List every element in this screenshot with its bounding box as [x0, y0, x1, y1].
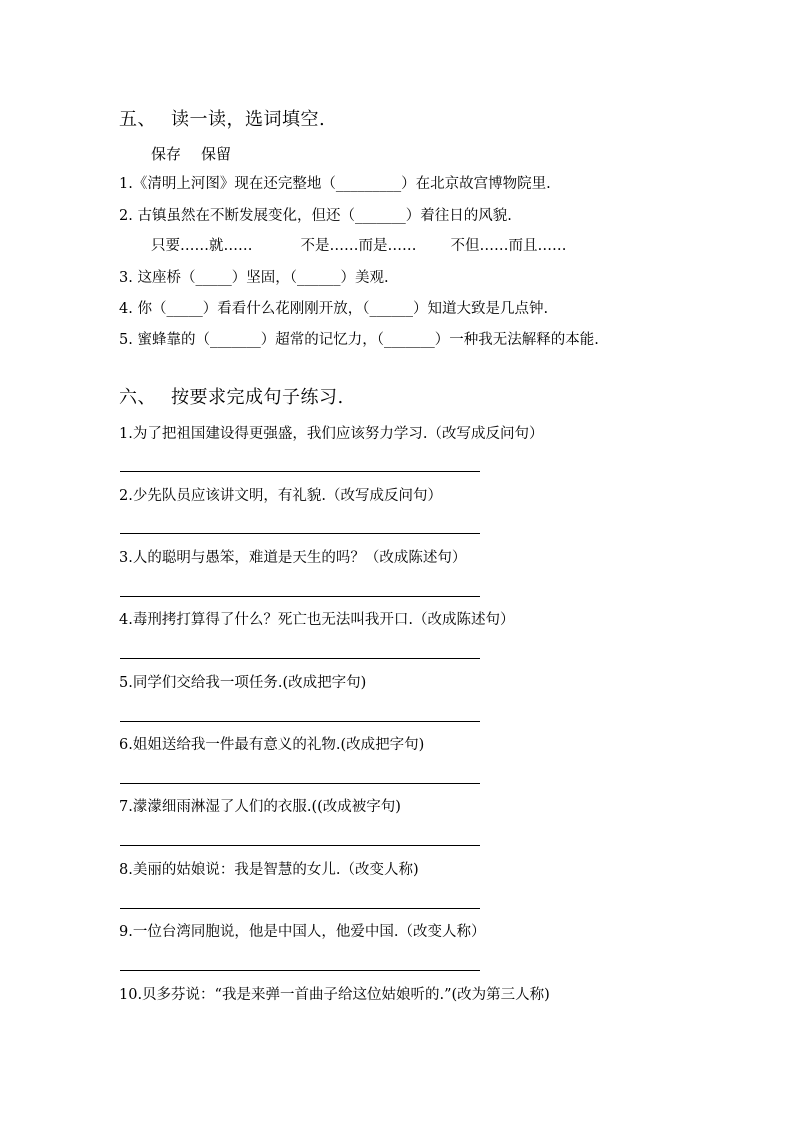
conjunction-choice: 不是……而是……: [300, 238, 417, 254]
fill-item-2: 2. 古镇虽然在不断发展变化，但还（_______）着往日的风貌.: [119, 208, 512, 224]
exercise-item-3: 3.人的聪明与愚笨，难道是天生的吗？（改成陈述句）: [119, 550, 467, 566]
fill-item-3: 3. 这座桥（_____）坚固，（______）美观.: [119, 270, 389, 286]
exercise-item-8: 8.美丽的姑娘说：我是智慧的女儿.（改变人称): [119, 862, 419, 878]
section6-number: 六、: [119, 387, 156, 408]
section6-title: 按要求完成句子练习.: [171, 387, 344, 408]
conjunction-choice: 只要……就……: [151, 238, 253, 254]
answer-line-6[interactable]: [120, 783, 480, 784]
answer-line-2[interactable]: [120, 533, 480, 534]
exercise-item-10: 10.贝多芬说：“我是来弹一首曲子给这位姑娘听的.”(改为第三人称): [119, 987, 550, 1003]
answer-line-4[interactable]: [120, 658, 480, 659]
fill-item-5: 5. 蜜蜂靠的（_______）超常的记忆力，（_______）一种我无法解释的本能.: [119, 332, 599, 348]
section5-heading: [119, 108, 325, 132]
section5-title: 读一读，选词填空.: [171, 109, 326, 130]
exercise-item-5: 5.同学们交给我一项任务.(改成把字句): [119, 675, 367, 691]
answer-line-7[interactable]: [120, 845, 480, 846]
word-choices-2: [151, 236, 567, 256]
answer-line-8[interactable]: [120, 908, 480, 909]
exercise-item-7: 7.濛濛细雨淋湿了人们的衣服.((改成被字句): [119, 799, 401, 815]
exercise-item-1: 1.为了把祖国建设得更强盛，我们应该努力学习.（改写成反问句）: [119, 426, 544, 442]
word-choices-1: [151, 144, 231, 164]
word-choice: 保留: [201, 145, 232, 163]
section6-heading: [119, 386, 344, 410]
conjunction-choice: 不但……而且……: [450, 238, 567, 254]
exercise-item-4: 4.毒刑拷打算得了什么？死亡也无法叫我开口.（改成陈述句）: [119, 612, 515, 628]
answer-line-5[interactable]: [120, 721, 480, 722]
exercise-item-6: 6.姐姐送给我一件最有意义的礼物.(改成把字句): [119, 737, 425, 753]
word-choice: 保存: [151, 145, 182, 163]
exercise-item-9: 9.一位台湾同胞说，他是中国人，他爱中国.（改变人称）: [119, 924, 486, 940]
answer-line-1[interactable]: [120, 471, 480, 472]
answer-line-3[interactable]: [120, 596, 480, 597]
section5-number: 五、: [119, 109, 156, 130]
answer-line-9[interactable]: [120, 970, 480, 971]
exercise-item-2: 2.少先队员应该讲文明，有礼貌.（改写成反问句）: [119, 488, 442, 504]
fill-item-4: 4. 你（_____）看看什么花刚刚开放，（______）知道大致是几点钟.: [119, 301, 549, 317]
fill-item-1: 1.《清明上河图》现在还完整地（_________）在北京故宫博物院里.: [119, 176, 551, 192]
